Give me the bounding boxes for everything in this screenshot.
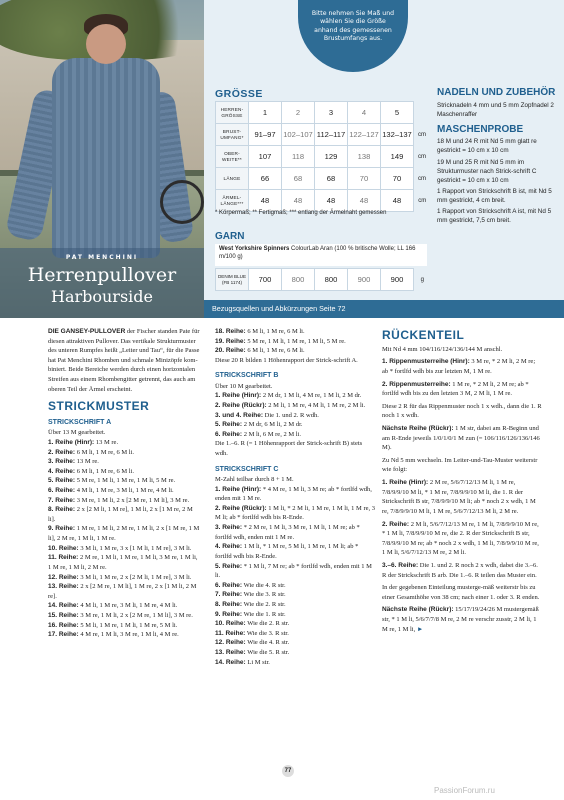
row-text: * 4 M re, 1 M li, 3 M re; ab * fortlfd wdh, enden mit 1 M re. <box>215 485 372 503</box>
instruction-row <box>48 486 200 496</box>
row-text: Wie die 4. R str. <box>245 639 290 647</box>
instruction-row <box>215 542 375 561</box>
row-label: 6. Reihe: <box>215 581 243 589</box>
row-text: 5 M re, 1 M li, 1 M re, 1 M li, 5 M re. <box>75 477 176 485</box>
row-label: 11. Reihe: <box>215 629 246 637</box>
row-text: 5 M re, 1 M li, 1 M re, 1 M li, 5 M re. <box>245 337 346 345</box>
row-label: BRUST-UMFANG* <box>216 124 249 146</box>
row-label: 2. Reihe (Rückr): <box>215 504 267 512</box>
intro-lead: DIE GANSEY-PULLOVER <box>48 328 126 335</box>
row-label: 2. Rippenmusterreihe: <box>382 380 451 388</box>
size-footnote: * Körpermaß; ** Fertigmaß; *** entlang der Ärmelnaht gemessen <box>215 210 387 216</box>
row-text: 6 M li, 1 M re, 6 M li. <box>245 328 305 335</box>
unit-cell: g <box>414 269 431 291</box>
row-text: * 1 M li, 7 M re; ab * fortlfd wdh, enden mit 1 M li. <box>215 562 372 580</box>
sweater-body <box>52 58 160 258</box>
instruction-row <box>215 485 375 504</box>
table-cell: 129 <box>315 146 348 168</box>
instruction-row <box>215 430 375 440</box>
bicycle-wheel <box>160 180 204 224</box>
chart-b-rows <box>215 391 375 439</box>
row-text: 2 x [2 M re, 1 M li], 1 M re, 2 x [1 M li, 2 M re]. <box>48 583 197 600</box>
paragraph: Diese 2 R für das Rippenmuster noch 1 x wdh., dann die 1. R noch 1 x wdh. <box>382 402 542 420</box>
row-text: 6 M li, 1 M re, 6 M li. <box>75 448 134 456</box>
table-cell: 48 <box>249 190 282 212</box>
row-text: 1 M str, dabei am R-Beginn und am R-Ende jeweils 1/0/1/0/1 M zun (= 106/116/126/136/146 M). <box>382 425 540 452</box>
table-cell: 4 <box>348 102 381 124</box>
table-cell: 91–97 <box>249 124 282 146</box>
instruction-row <box>48 601 200 611</box>
row-text: 4 M li, 1 M re, 3 M li, 1 M re, 4 M li. <box>78 602 178 610</box>
table-cell: 102–107 <box>282 124 315 146</box>
yarn-desc: ColourLab Aran (100 % britische Wolle; LL 166 m/100 g) <box>219 246 416 260</box>
text-column-3 <box>382 327 542 637</box>
table-cell: 68 <box>282 168 315 190</box>
table-cell: 66 <box>249 168 282 190</box>
right-info-column <box>437 88 557 225</box>
table-cell: 800 <box>315 269 348 291</box>
row-label: 2. Reihe: <box>382 520 410 528</box>
size-heading: GRÖSSE <box>215 88 263 100</box>
row-text: 2 M re, 5/6/7/12/13 M li, 1 M re, 7/8/9/9/10 M li, * 1 M re, 7/8/9/9/10 M li, die 1. R der Strickschrift B str, 7/8/9/9/10 M li; ab * noch 2 x wdh, 1 M re, 7/8/9/9/10 M li, 1 M re, 5/6/7/12/13 M li, 2 M re. <box>382 479 536 515</box>
continue-arrow-icon: ► <box>416 625 424 633</box>
row-text: 2 M li, 6 M re, 2 M li. <box>242 430 301 438</box>
row-text: Wie die 2. R str. <box>245 620 290 628</box>
page-title-line2: Harbourside <box>50 287 153 306</box>
row-label: OBER-WEITE** <box>216 146 249 168</box>
instruction-row <box>215 401 375 411</box>
row-text: 3 M re, * 2 M li, 2 M re; ab * fortlfd wdh bis zur letzten M, 1 M re. <box>382 358 536 375</box>
row-text: * 2 M re, 1 M li, 3 M re, 1 M li, 1 M re; ab * fortlfd wdh, enden mit 1 M re. <box>215 524 360 541</box>
row-label: 3. Reihe: <box>48 458 76 466</box>
instruction-row <box>215 581 375 591</box>
instruction-row <box>48 438 200 448</box>
chart-a-repeat-note: Diese 20 R bilden 1 Höhenrapport der Strick-schrift A. <box>215 356 358 364</box>
paragraph <box>382 424 542 453</box>
row-text: Die 1. und 2. R wdh. <box>263 411 319 419</box>
instruction-row <box>48 505 200 524</box>
table-cell: 149 <box>381 146 414 168</box>
row-label: 1. Reihe (Hinr): <box>215 392 262 400</box>
paragraph <box>382 478 542 516</box>
instruction-row <box>48 611 200 621</box>
row-label: 19. Reihe: <box>215 337 246 345</box>
instruction-row <box>215 629 375 639</box>
row-label: 3.–6. Reihe: <box>382 561 419 569</box>
row-label: 5. Reihe: <box>215 421 243 429</box>
instruction-row <box>215 346 375 356</box>
row-label: 14. Reihe: <box>48 602 79 610</box>
row-label: 4. Reihe: <box>48 467 76 475</box>
table-cell: 3 <box>315 102 348 124</box>
chart-b-repeat-note: Die 1.–6. R (= 1 Höhenrapport der Strick-schrift B) stets wdh. <box>215 440 363 458</box>
instruction-row <box>48 621 200 631</box>
yarn-brand: West Yorkshire Spinners <box>219 246 290 252</box>
gauge-line: 18 M und 24 R mit Nd 5 mm glatt re gestrickt = 10 cm x 10 cm <box>437 138 537 155</box>
row-label: LÄNGE <box>216 168 249 190</box>
row-text: 2 M li, 5/6/7/12/13 M re, 1 M li, 7/8/9/9/10 M re, * 1 M li, 7/8/9/9/10 M re, die 2. R der Strickschrift B str, 7/8/9/9/10 M re; ab * noch 2 x wdh, 1 M li, 7/8/9/9/10 M re, 1 M li, 5/6/7/12/13 M re, 2 M li. <box>382 520 539 557</box>
row-text: 3 M re, 1 M li, 2 x [2 M re, 1 M li], 3 M re. <box>78 611 193 619</box>
gauge-heading: MASCHENPROBE <box>437 123 524 135</box>
row-label: 1. Rippenmusterreihe (Hinr): <box>382 358 470 366</box>
row-text: 2 M re, 1 M li, 1 M re, 1 M li, 3 M re, 1 M li, 1 M re, 1 M li, 2 M re. <box>48 554 198 571</box>
table-cell: 900 <box>381 269 414 291</box>
yarn-heading: GARN <box>215 231 245 242</box>
row-text: Li M str. <box>245 658 270 666</box>
row-label: 9. Reihe: <box>215 610 243 618</box>
table-cell: 112–117 <box>315 124 348 146</box>
row-label: 7. Reihe: <box>48 496 76 504</box>
table-cell: 70 <box>381 168 414 190</box>
row-text: 4 M re, 1 M li, 3 M re, 1 M li, 4 M re. <box>78 631 179 639</box>
row-text: 1 M re, * 2 M li, 2 M re; ab * fortlfd wdh bis zu den letzten 3 M, 2 M li, 1 M re. <box>382 380 529 398</box>
row-label: 1. Reihe (Hinr): <box>48 438 95 446</box>
row-label: Nächste Reihe (Rückr): <box>382 425 454 433</box>
row-label: 10. Reihe: <box>215 620 246 628</box>
instruction-row <box>215 337 375 347</box>
gauge-line: 1 Rapport von Strickschrift A ist, mit Nd 5 mm gestrickt, 7,5 cm breit. <box>437 208 552 225</box>
instruction-row <box>215 420 375 430</box>
page-number: 77 <box>282 765 294 777</box>
table-cell: 48 <box>381 190 414 212</box>
unit-cell: cm <box>414 190 431 212</box>
row-label: 1. Reihe (Hinr): <box>215 485 262 493</box>
row-label: 4. Reihe: <box>215 543 243 551</box>
row-label: 7. Reihe: <box>215 591 243 599</box>
instruction-row <box>48 553 200 572</box>
table-row <box>216 190 431 212</box>
text-column-2 <box>215 327 375 667</box>
row-text: Wie die 1. R str. <box>242 610 286 618</box>
instruction-row <box>48 467 200 477</box>
paragraph <box>382 380 542 399</box>
unit-cell <box>414 102 431 124</box>
row-label: 8. Reihe: <box>48 506 76 514</box>
row-label: 16. Reihe: <box>48 621 79 629</box>
table-cell: 132–137 <box>381 124 414 146</box>
instruction-row <box>215 648 375 658</box>
intro-text: der Fischer standen Pate für diesen attraktiven Pullover. Das vertikale Strukturmuster des unteren Rumpfes heißt „Leiter und Tau“, für die Passe hat Pat Menchini Rhomben und schmale Minizöpfe kom-biniert. Beide Bereiche werden durch einen horizontalen Streifen aus einem Rhombengitter getrennt, das auch am oberen Teil der Ärmel erscheint. <box>48 328 200 393</box>
instruction-row <box>215 327 375 337</box>
row-label: 2. Reihe: <box>48 448 76 456</box>
chart-c-rows <box>215 485 375 668</box>
instruction-row <box>215 638 375 648</box>
row-text: Die 1. und 2. R noch 2 x wdh, dabei die 3.–6. R der Strickschrift B arb. Die 1.–6. R teilen das Muster ein. <box>382 561 538 579</box>
row-label: 17. Reihe: <box>48 631 79 639</box>
row-text: 1 M li, * 1 M re, 5 M li, 1 M re, 1 M li; ab * fortlfd wdh bis R-Ende. <box>215 543 359 560</box>
needles-text: Stricknadeln 4 mm und 5 mm Zopfnadel 2 Maschenraffer <box>437 101 554 118</box>
text-column-1 <box>48 327 200 640</box>
row-text: Wie die 2. R str. <box>242 600 286 608</box>
instruction-row <box>215 391 375 401</box>
paragraph <box>382 561 542 580</box>
gauge-line: 1 Rapport von Strickschrift B ist, mit Nd 5 mm gestrickt, 4 cm breit. <box>437 187 552 204</box>
row-label: ÄRMEL-LÄNGE*** <box>216 190 249 212</box>
chart-a-heading: STRICKSCHRIFT A <box>48 419 112 427</box>
paragraph: Zu Nd 5 mm wechseln. Im Leiter-und-Tau-Muster weiterstr wie folgt: <box>382 456 538 474</box>
table-cell: 900 <box>348 269 381 291</box>
table-cell: 70 <box>348 168 381 190</box>
row-label: 9. Reihe: <box>48 525 76 533</box>
row-label: 6. Reihe: <box>48 487 76 495</box>
row-label: 5. Reihe: <box>48 477 76 485</box>
row-text: 15/17/19/24/26 M mustergemäß str, * 1 M li, 5/6/7/7/8 M re, 2 M re verschr zusstr, 2 M li, 1 M re, 1 M li, <box>382 606 539 633</box>
table-cell: 107 <box>249 146 282 168</box>
table-cell: 700 <box>249 269 282 291</box>
instruction-row <box>215 523 375 542</box>
row-text: 5 M li, 1 M re, 1 M li, 1 M re, 5 M li. <box>78 621 178 629</box>
row-label: Nächste Reihe (Rückr): <box>382 606 454 614</box>
row-text: 2 M dr, 6 M li, 2 M dr. <box>242 421 303 429</box>
row-label: 3. und 4. Reihe: <box>215 411 264 419</box>
row-label: 1. Reihe (Hinr): <box>382 479 429 487</box>
row-label: 8. Reihe: <box>215 600 243 608</box>
designer-name: PAT MENCHINI <box>65 254 139 261</box>
row-label: 18. Reihe: <box>215 328 246 335</box>
instruction-row <box>48 582 200 601</box>
table-cell: 138 <box>348 146 381 168</box>
chart-c-heading: STRICKSCHRIFT C <box>215 465 279 473</box>
chart-c-note: M-Zahl teilbar durch 8 + 1 M. <box>215 476 294 484</box>
row-label: 15. Reihe: <box>48 611 79 619</box>
row-text: Wie die 3. R str. <box>242 591 286 599</box>
row-text: 2 M dr, 1 M li, 4 M re, 1 M li, 2 M dr. <box>261 392 362 400</box>
row-label: 11. Reihe: <box>48 554 79 562</box>
instruction-row <box>215 562 375 581</box>
table-cell: 5 <box>381 102 414 124</box>
table-row <box>216 146 431 168</box>
unit-cell: cm <box>414 146 431 168</box>
paragraph <box>382 357 542 376</box>
gauge-line: 19 M und 25 R mit Nd 5 mm im Strukturmuster nach Strick-schrift C gestrickt = 10 cm x 10 cm <box>437 158 537 184</box>
needles-heading: NADELN UND ZUBEHÖR <box>437 87 556 98</box>
row-text: 1 M re, 1 M li, 2 M re, 1 M li, 2 x [1 M re, 1 M li], 2 M re, 1 M li, 1 M re. <box>48 525 200 543</box>
instruction-row <box>48 457 200 467</box>
row-text: Wie die 5. R str. <box>245 649 290 656</box>
instruction-row <box>215 610 375 620</box>
yarn-color-label: DENIM BLUE (FB 1174) <box>216 269 249 291</box>
table-cell: 118 <box>282 146 315 168</box>
row-text: 3 M li, 1 M re, 3 x [1 M li, 1 M re], 3 M li. <box>78 544 192 552</box>
row-label: 13. Reihe: <box>215 649 246 656</box>
instruction-row <box>48 630 200 640</box>
row-label: 6. Reihe: <box>215 430 243 438</box>
instruction-row <box>48 448 200 458</box>
row-label: 2. Reihe (Rückr): <box>215 402 267 410</box>
instruction-row <box>215 411 375 421</box>
paragraph <box>382 605 542 634</box>
row-label: 13. Reihe: <box>48 583 79 591</box>
chart-a-note: Über 13 M gearbeitet. <box>48 429 106 437</box>
table-cell: 48 <box>315 190 348 212</box>
row-text: 4 M li, 1 M re, 3 M li, 1 M re, 4 M li. <box>75 487 174 495</box>
unit-cell: cm <box>414 124 431 146</box>
paragraph: In der gegebenen Einteilung musterge-mäß weiterstr bis zu einer Gesamthöhe von 38 cm; nach einer 1. oder 3. R enden. <box>382 584 540 601</box>
size-table <box>215 101 431 212</box>
yarn-table <box>215 268 431 291</box>
instruction-row <box>215 504 375 523</box>
unit-cell: cm <box>414 168 431 190</box>
paragraph: Mit Nd 4 mm 104/116/124/136/144 M anschl. <box>382 345 503 353</box>
pattern-heading: STRICKMUSTER <box>48 399 150 414</box>
row-label: HERREN-GRÖSSE <box>216 102 249 124</box>
table-row <box>216 168 431 190</box>
row-text: 3 M li, 1 M re, 2 x [2 M li, 1 M re], 3 M li. <box>78 573 192 581</box>
chart-a-rows <box>48 438 200 640</box>
table-cell: 48 <box>348 190 381 212</box>
instruction-row <box>48 544 200 554</box>
instruction-row <box>48 476 200 486</box>
model-head <box>86 24 126 64</box>
row-text: 6 M li, 1 M re, 6 M li. <box>245 347 305 355</box>
instruction-row <box>48 573 200 583</box>
row-text: 1 M li, * 2 M li, 1 M re, 1 M li, 1 M re, 3 M li; ab * fortlfd wdh bis R-Ende. <box>215 504 375 522</box>
row-label: 12. Reihe: <box>215 639 246 647</box>
row-text: Wie die 4. R str. <box>242 581 286 589</box>
instruction-row <box>215 590 375 600</box>
row-text: 13 M re. <box>75 458 99 466</box>
chart-b-heading: STRICKSCHRIFT B <box>215 372 279 380</box>
instruction-row <box>215 619 375 629</box>
row-label: 20. Reihe: <box>215 347 246 355</box>
row-text: 13 M re. <box>94 438 119 446</box>
instruction-row <box>48 524 200 543</box>
instruction-row <box>215 600 375 610</box>
row-text: 3 M re, 1 M li, 2 x [2 M re, 1 M li], 3 M re. <box>75 496 190 504</box>
intro-paragraph <box>48 327 200 394</box>
table-row <box>216 124 431 146</box>
row-label: 12. Reihe: <box>48 573 79 581</box>
chart-b-note: Über 10 M gearbeitet. <box>215 382 273 390</box>
watermark: PassionForum.ru <box>434 786 495 795</box>
table-cell: 2 <box>282 102 315 124</box>
row-label: 10. Reihe: <box>48 544 79 552</box>
table-row <box>216 269 431 291</box>
paragraph <box>382 520 542 558</box>
row-text: 2 M li, 1 M re, 4 M li, 1 M re, 2 M li. <box>266 402 366 410</box>
table-cell: 48 <box>282 190 315 212</box>
table-cell: 122–127 <box>348 124 381 146</box>
row-label: 3. Reihe: <box>215 524 243 532</box>
table-cell: 1 <box>249 102 282 124</box>
sources-bar: Bezugsquellen und Abkürzungen Seite 72 <box>204 300 564 318</box>
chart-a-rows-cont <box>215 327 375 356</box>
table-cell: 800 <box>282 269 315 291</box>
row-text: Wie die 3. R str. <box>245 629 289 637</box>
table-row <box>216 102 431 124</box>
table-cell: 68 <box>315 168 348 190</box>
row-label: 14. Reihe: <box>215 658 246 666</box>
page-title-line1: Herrenpullover <box>27 264 177 286</box>
measure-tip-bubble: Bitte nehmen Sie Maß und wählen Sie die Größe anhand des gemessenen Brustumfangs aus. <box>298 0 408 72</box>
yarn-description <box>215 244 427 266</box>
instruction-row <box>215 658 375 668</box>
back-heading: RÜCKENTEIL <box>382 328 465 342</box>
row-label: 5. Reihe: <box>215 562 243 570</box>
instruction-row <box>48 496 200 506</box>
row-text: 2 x [2 M li, 1 M re], 1 M li, 2 x [1 M re, 2 M li]. <box>48 506 193 523</box>
row-text: 6 M li, 1 M re, 6 M li. <box>75 467 134 475</box>
